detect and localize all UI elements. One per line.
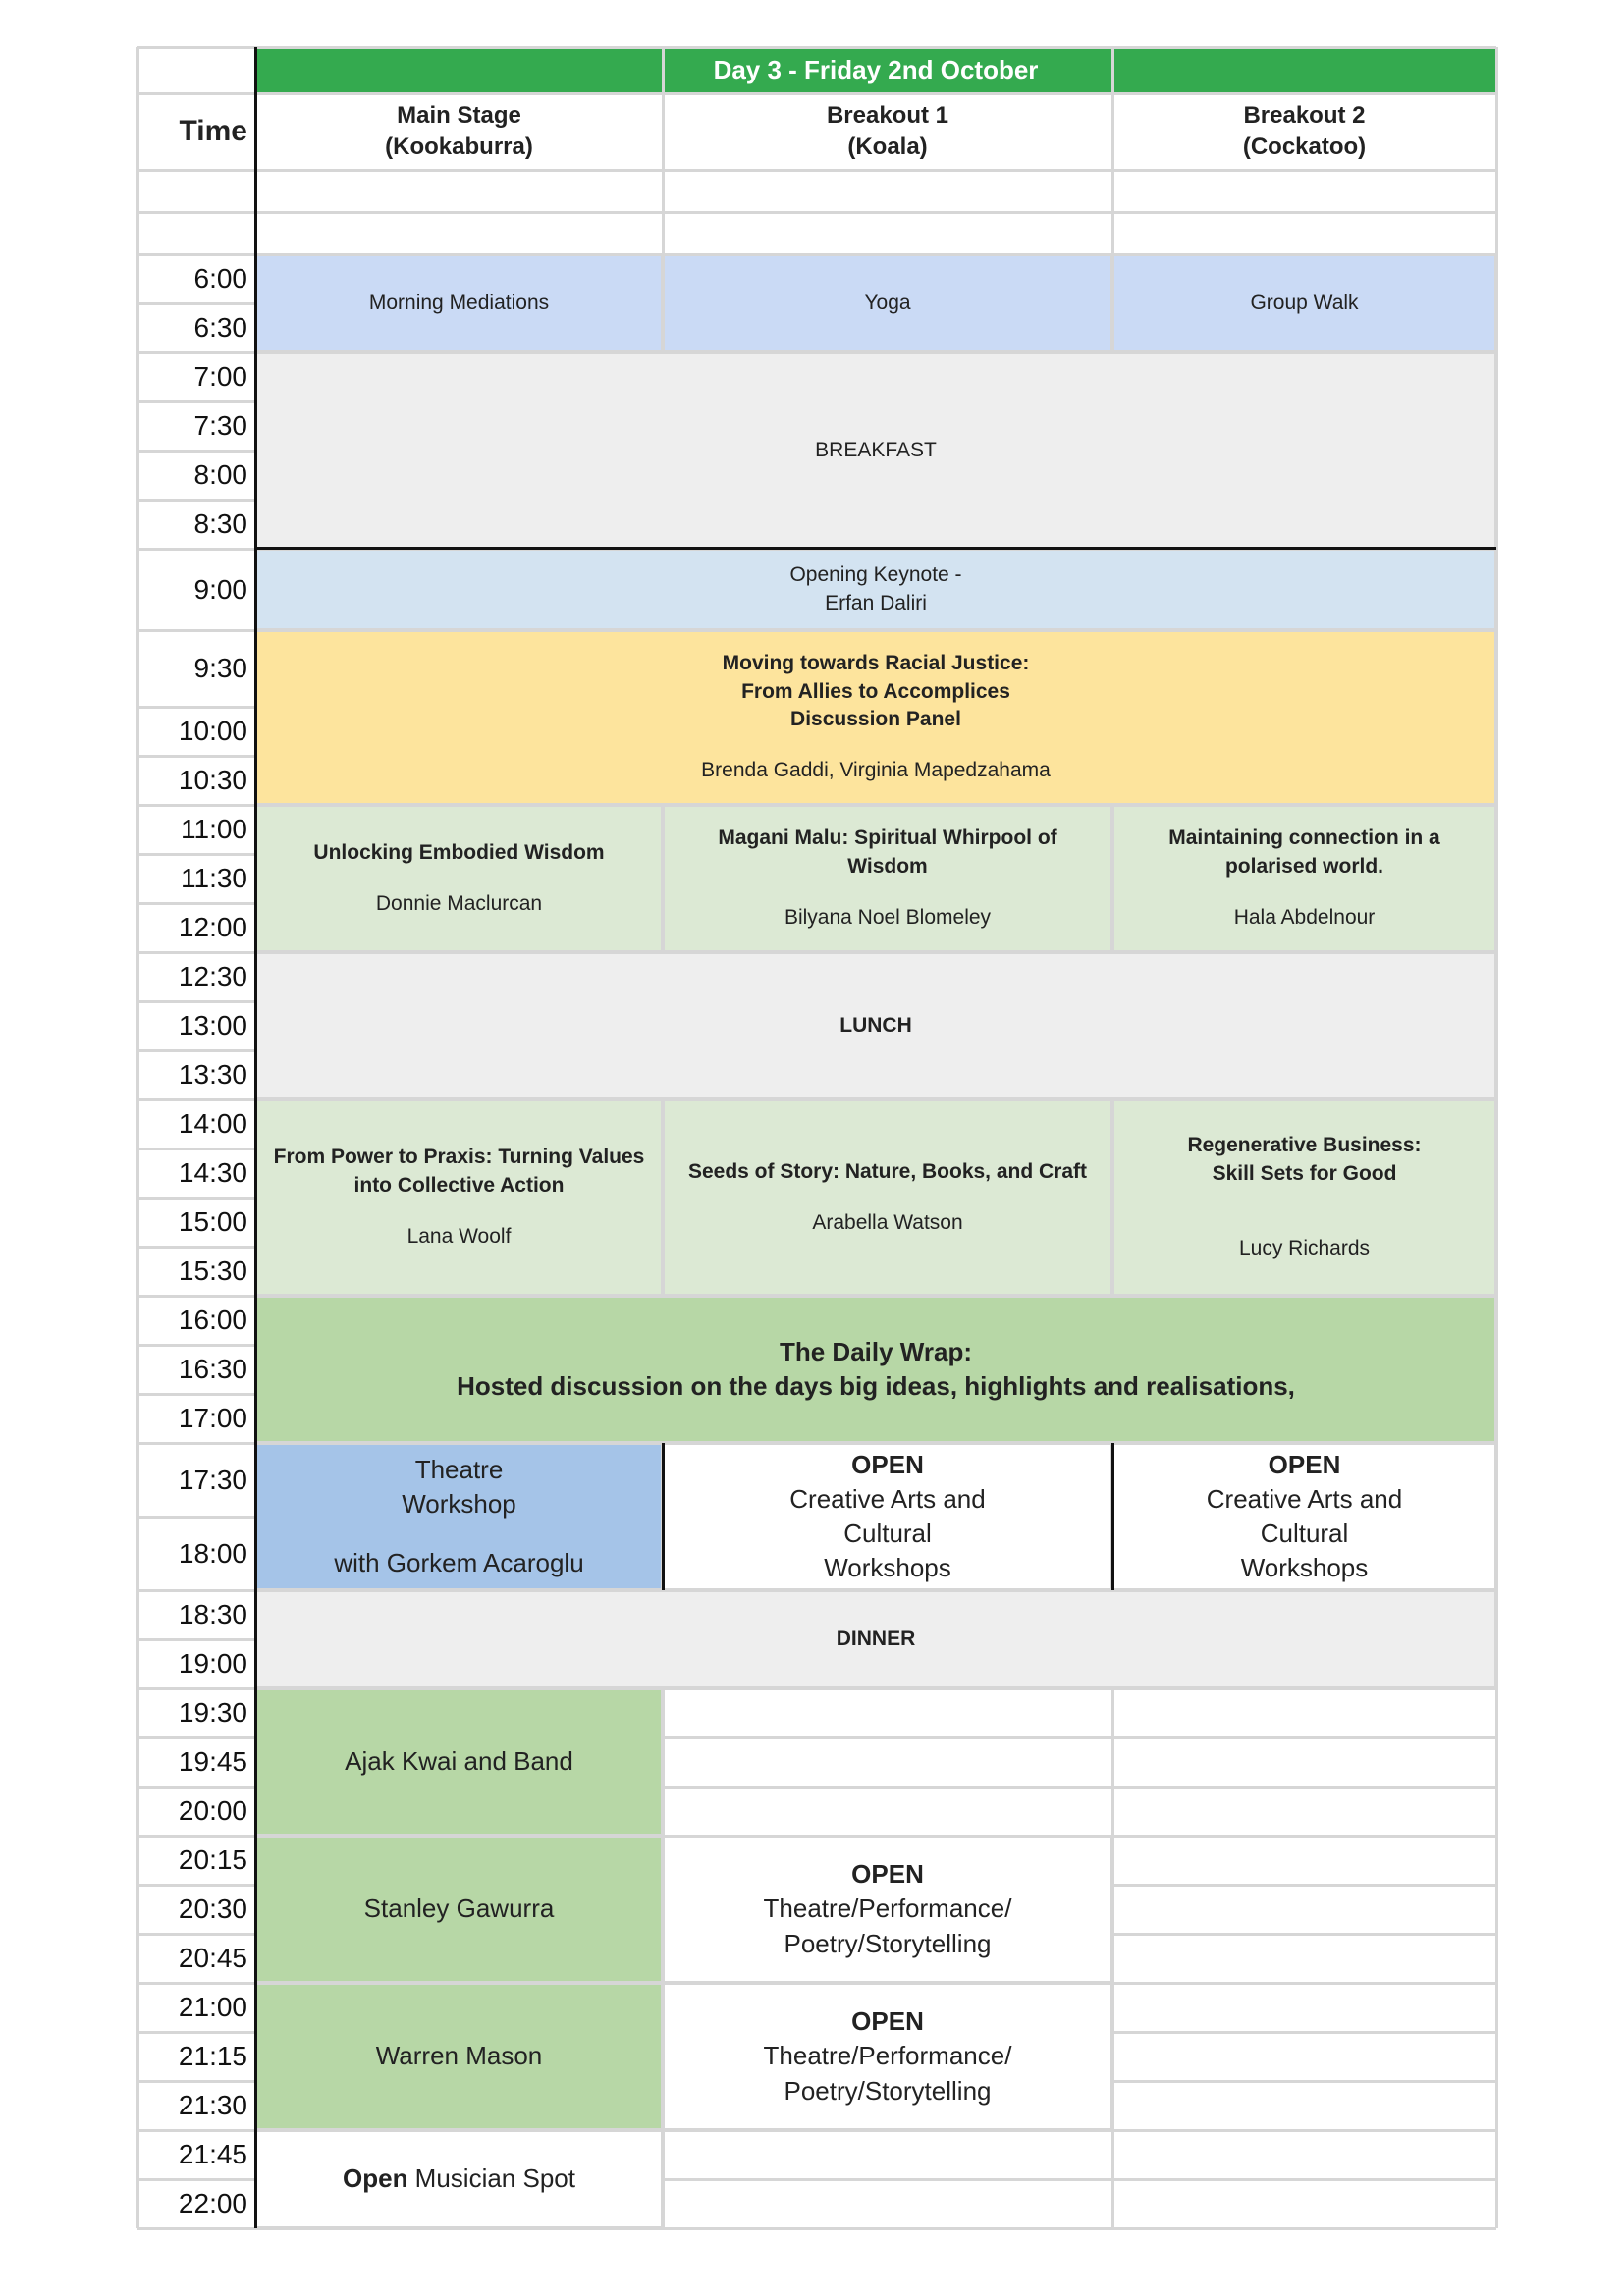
column-name: Main Stage (397, 101, 521, 129)
event-text: Cultural (843, 1519, 932, 1548)
event-warren-mason (255, 1983, 663, 2130)
time-slot: 8:00 (193, 459, 247, 490)
column-name: Breakout 2 (1243, 101, 1366, 129)
time-slot: 12:30 (178, 961, 247, 991)
grid-line (137, 211, 1496, 214)
event-breakfast (255, 352, 1496, 549)
time-slot: 18:30 (178, 1599, 247, 1629)
time-slot: 13:00 (178, 1010, 247, 1041)
time-slot: 17:00 (178, 1403, 247, 1433)
time-slot: 11:00 (181, 814, 247, 844)
time-slot: 13:30 (178, 1059, 247, 1090)
event-text: The Daily Wrap: (779, 1336, 972, 1366)
event-yoga (663, 254, 1112, 352)
event-text: Workshop (402, 1489, 516, 1520)
event-text: Theatre/Performance/ (763, 1894, 1012, 1924)
time-slot: 9:30 (193, 653, 247, 683)
event-text: Warren Mason (375, 2041, 543, 2071)
event-text: Hosted discussion on the days big ideas, highlights and realisations, (457, 1371, 1295, 1401)
time-slot: 12:00 (178, 912, 247, 942)
time-slot: 7:30 (193, 410, 247, 441)
event-text: with Gorkem Acaroglu (334, 1547, 584, 1577)
event-text: Erfan Daliri (825, 591, 927, 614)
time-slot (137, 170, 255, 212)
time-slot: 20:00 (178, 1795, 247, 1826)
event-power-to-praxis (255, 1099, 663, 1296)
time-slot: 21:45 (178, 2139, 247, 2169)
event-text: Yoga (864, 291, 911, 314)
column-header-main-stage (255, 93, 663, 170)
time-slot: 21:00 (178, 1992, 247, 2022)
time-slot: 14:30 (178, 1157, 247, 1188)
event-text: Group Walk (1250, 291, 1359, 314)
event-stanley-gawurra (255, 1836, 663, 1983)
event-regenerative-business (1112, 1099, 1496, 1296)
column-room: (Kookaburra) (385, 133, 533, 160)
time-slot: 16:30 (178, 1354, 247, 1384)
event-unlocking-embodied-wisdom (255, 805, 663, 952)
column-room: (Cockatoo) (1242, 133, 1367, 160)
event-maintaining-connection (1112, 805, 1496, 952)
time-slot: 6:30 (193, 312, 247, 343)
event-text: From Allies to Accomplices (741, 679, 1010, 703)
time-slot: 20:15 (178, 1844, 247, 1875)
time-slot: 19:45 (178, 1746, 247, 1777)
event-text: Maintaining connection in a (1168, 827, 1440, 850)
event-open-theatre-2 (663, 1983, 1112, 2130)
event-text: Musician Spot (407, 2163, 575, 2194)
column-room: (Koala) (847, 133, 928, 160)
event-text: Stanley Gawurra (363, 1894, 555, 1924)
event-text: DINNER (836, 1627, 916, 1650)
event-text: Moving towards Racial Justice: (722, 652, 1030, 675)
event-text: OPEN (1268, 1449, 1341, 1479)
event-text: OPEN (851, 1449, 924, 1479)
grid-line (137, 46, 1496, 49)
time-column-rule (254, 47, 257, 2228)
event-text: Seeds of Story: Nature, Books, and Craft (687, 1159, 1088, 1183)
time-slot (137, 212, 255, 254)
workshop-rule-1 (662, 1443, 665, 1590)
event-text: Poetry/Storytelling (784, 2075, 992, 2106)
time-slot: 20:45 (178, 1943, 247, 1973)
event-text: OPEN (851, 1859, 924, 1890)
event-text: LUNCH (839, 1013, 912, 1037)
time-slot: 6:00 (193, 263, 247, 294)
time-slot: 9:00 (193, 573, 247, 605)
event-lunch (255, 952, 1496, 1099)
time-slot: 11:30 (181, 863, 247, 893)
time-slot: 20:30 (178, 1894, 247, 1924)
event-text: Creative Arts and (789, 1483, 986, 1514)
event-text: Wisdom (847, 854, 928, 878)
event-open-theatre-1 (663, 1836, 1112, 1983)
event-text: From Power to Praxis: Turning Values (273, 1146, 645, 1169)
time-slot: 10:00 (178, 716, 247, 746)
column-name: Breakout 1 (826, 101, 949, 129)
event-text: Donnie Maclurcan (375, 892, 543, 915)
time-slot: 10:30 (178, 765, 247, 795)
grid-line (137, 92, 1496, 95)
time-slot: 18:00 (178, 1537, 247, 1569)
grid-line (137, 169, 1496, 172)
event-theatre-workshop (255, 1443, 663, 1590)
event-open-musician-spot (255, 2130, 663, 2228)
event-text: Theatre (414, 1455, 504, 1485)
event-text: OPEN (851, 2006, 924, 2037)
event-seeds-of-story (663, 1099, 1112, 1296)
event-dinner (255, 1590, 1496, 1688)
event-text: Workshops (824, 1553, 951, 1583)
event-group-walk (1112, 254, 1496, 352)
event-text: Ajak Kwai and Band (345, 1746, 573, 1777)
event-text: Unlocking Embodied Wisdom (313, 840, 605, 864)
time-slot: 22:00 (178, 2188, 247, 2218)
time-slot: 19:30 (178, 1697, 247, 1728)
time-slot: 17:30 (178, 1464, 247, 1495)
event-open-creative-arts-2 (1112, 1443, 1496, 1590)
event-text: Opening Keynote - (789, 563, 962, 587)
event-text: Skill Sets for Good (1212, 1161, 1397, 1185)
event-ajak-kwai-band (255, 1688, 663, 1836)
event-text: Magani Malu: Spiritual Whirpool of (718, 827, 1057, 850)
event-text: Open (343, 2163, 408, 2194)
event-text: BREAKFAST (815, 438, 937, 461)
workshop-rule-2 (1111, 1443, 1114, 1590)
event-racial-justice-panel (255, 630, 1496, 805)
event-text: Arabella Watson (812, 1211, 963, 1234)
event-text: Lucy Richards (1238, 1237, 1371, 1260)
event-text: Bilyana Noel Blomeley (784, 906, 992, 930)
event-open-creative-arts-1 (663, 1443, 1112, 1590)
keynote-top-rule (255, 547, 1496, 550)
column-header-breakout-2 (1112, 93, 1496, 170)
schedule-title: Day 3 - Friday 2nd October (255, 47, 1496, 93)
event-text: into Collective Action (353, 1173, 565, 1197)
event-text: Lana Woolf (406, 1225, 512, 1249)
event-text: Poetry/Storytelling (784, 1928, 992, 1958)
time-slot: 15:30 (178, 1255, 247, 1286)
time-slot: 16:00 (178, 1305, 247, 1335)
time-slot: 21:30 (178, 2090, 247, 2120)
event-text: Morning Mediations (368, 291, 550, 314)
column-header-breakout-1 (663, 93, 1112, 170)
time-header: Time (179, 115, 247, 147)
event-text: Regenerative Business: (1187, 1134, 1422, 1157)
event-text: Theatre/Performance/ (763, 2041, 1012, 2071)
event-opening-keynote (255, 549, 1496, 630)
event-text: Cultural (1260, 1519, 1349, 1548)
time-slot: 14:00 (178, 1108, 247, 1139)
time-slot: 19:00 (178, 1648, 247, 1679)
event-text: Discussion Panel (790, 708, 961, 730)
event-text: Hala Abdelnour (1233, 906, 1376, 930)
time-slot: 7:00 (193, 361, 247, 392)
event-text-row (343, 2162, 575, 2196)
event-text: Creative Arts and (1206, 1483, 1403, 1514)
event-daily-wrap (255, 1296, 1496, 1443)
event-magani-malu (663, 805, 1112, 952)
time-slot: 21:15 (178, 2041, 247, 2071)
event-morning-mediations (255, 254, 663, 352)
event-text: Brenda Gaddi, Virginia Mapedzahama (701, 759, 1051, 782)
time-slot: 15:00 (178, 1206, 247, 1237)
event-text: Workshops (1240, 1553, 1369, 1583)
event-text: polarised world. (1224, 854, 1384, 878)
time-slot: 8:30 (193, 508, 247, 539)
